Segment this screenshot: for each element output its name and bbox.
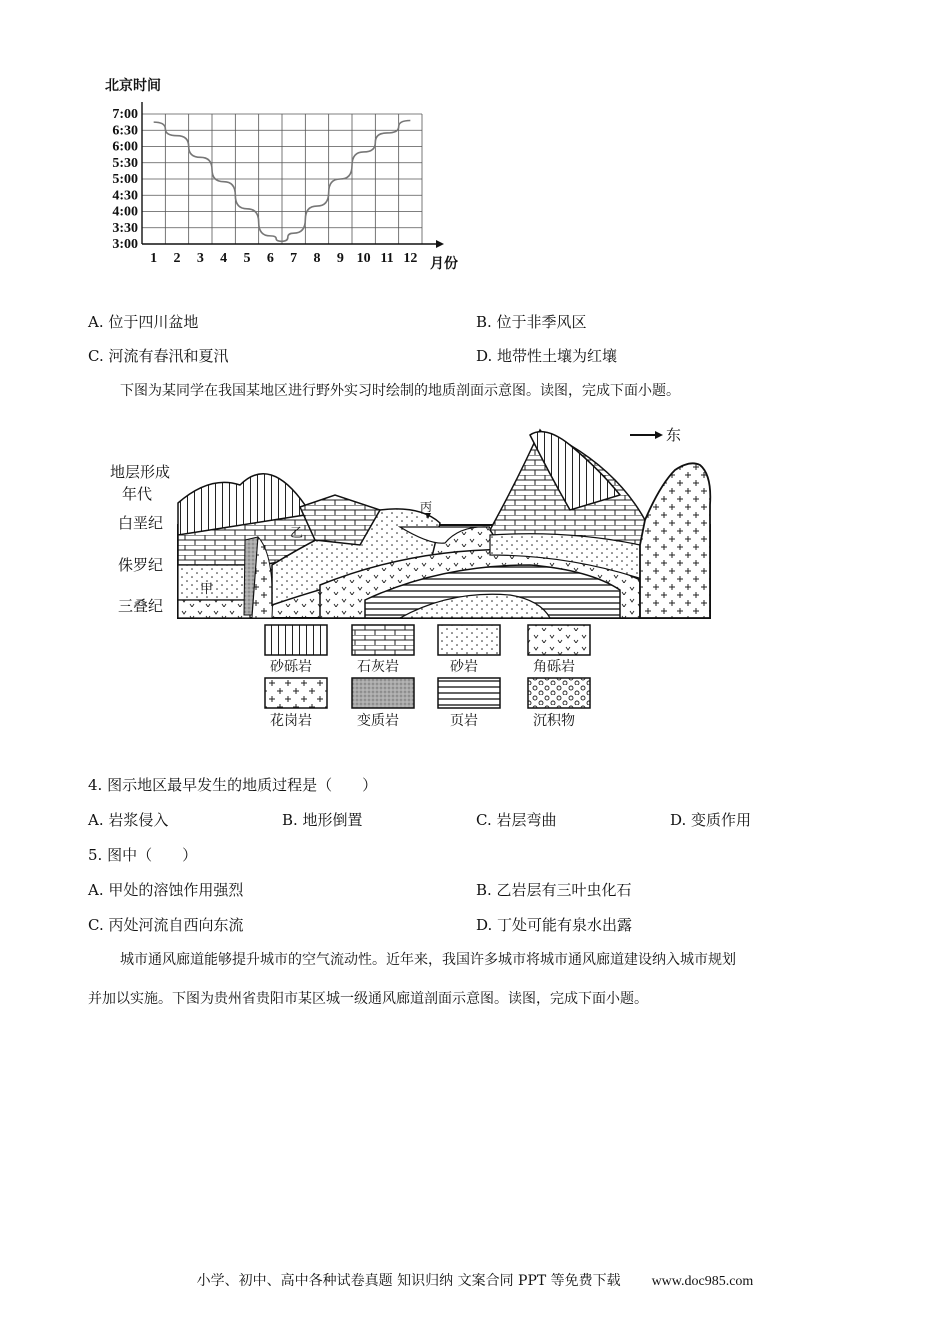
east-label: 东 [666, 426, 682, 444]
q5-option-c: C. 丙处河流自西向东流 [88, 916, 244, 934]
q5-option-d: D. 丁处可能有泉水出露 [476, 916, 633, 934]
bing-label: 丙 [420, 500, 433, 514]
legend-label: 石灰岩 [357, 659, 399, 675]
page-footer [0, 1270, 950, 1290]
age-cretaceous: 白垩纪 [118, 514, 164, 532]
y-tick-label: 5:00 [112, 172, 138, 187]
legend-label: 页岩 [450, 713, 478, 729]
x-tick-label: 8 [313, 251, 321, 266]
q5-option-b: B. 乙岩层有三叶虫化石 [476, 881, 632, 899]
q4-option-c: C. 岩层弯曲 [476, 811, 557, 829]
legend-label: 砂岩 [450, 659, 478, 675]
y-tick-label: 3:00 [112, 237, 138, 252]
y-tick-label: 6:30 [112, 123, 138, 139]
x-tick-label: 9 [336, 251, 344, 266]
footer-promo: 小学、初中、高中各种试卷真题 知识归纳 文案合同 PPT 等免费下载 [196, 1273, 621, 1289]
age-triassic: 三叠纪 [118, 597, 164, 615]
sunrise-time-chart [100, 72, 480, 282]
x-tick-label: 5 [243, 251, 251, 266]
x-tick-label: 3 [196, 251, 204, 266]
x-tick-label: 12 [403, 251, 418, 266]
jia-label: 甲 [200, 582, 214, 597]
q5-option-a: A. 甲处的溶蚀作用强烈 [88, 881, 244, 899]
q3-option-d: D. 地带性土壤为红壤 [476, 347, 618, 365]
y-tick-label: 3:30 [112, 220, 138, 236]
age-title-2: 年代 [122, 485, 153, 503]
x-tick-label: 4 [220, 251, 228, 266]
legend-label: 砂砾岩 [270, 659, 312, 675]
legend-label: 沉积物 [533, 713, 575, 729]
q4-stem: 4. 图示地区最早发生的地质过程是（ ） [88, 776, 378, 794]
legend-label: 角砾岩 [533, 659, 575, 675]
x-tick-label: 7 [290, 251, 298, 266]
q3-option-a: A. 位于四川盆地 [88, 313, 199, 331]
x-tick-label: 2 [173, 251, 181, 266]
left-sandstone-layer [178, 565, 250, 600]
q4-option-d: D. 变质作用 [670, 811, 752, 829]
x-tick-label: 6 [266, 251, 274, 266]
yi-label: 乙 [290, 526, 304, 541]
x-tick-label: 1 [150, 251, 158, 266]
legend-label: 花岗岩 [270, 713, 312, 729]
y-tick-label: 6:00 [112, 139, 138, 155]
y-tick-label: 4:30 [112, 188, 138, 204]
geo-intro: 下图为某同学在我国某地区进行野外实习时绘制的地质剖面示意图。读图，完成下面小题。 [120, 383, 680, 399]
right-granite-massif [640, 463, 710, 618]
wind-intro-line1: 城市通风廊道能够提升城市的空气流动性。近年来，我国许多城市将城市通风廊道建设纳入城市规划 [120, 952, 736, 968]
chart-y-tick-labels [112, 107, 138, 252]
q3-option-c: C. 河流有春汛和夏汛 [88, 347, 229, 365]
footer-url[interactable]: www.doc985.com [651, 1274, 754, 1289]
q4-option-b: B. 地形倒置 [282, 811, 363, 829]
x-tick-label: 10 [356, 251, 371, 266]
geologic-section-diagram [100, 415, 840, 755]
chart-x-tick-labels [150, 251, 417, 266]
y-tick-label: 5:30 [112, 155, 138, 171]
y-tick-label: 7:00 [112, 107, 138, 122]
wind-intro-line2: 并加以实施。下图为贵州省贵阳市某区城一级通风廊道剖面示意图。读图，完成下面小题。 [88, 991, 648, 1007]
chart-xlabel: 月份 [430, 257, 458, 272]
y-tick-label: 4:00 [112, 204, 138, 220]
legend-label: 变质岩 [357, 713, 399, 729]
x-axis-arrow [436, 240, 444, 248]
age-jurassic: 侏罗纪 [118, 556, 164, 574]
legend [265, 625, 590, 729]
q4-option-a: A. 岩浆侵入 [88, 811, 169, 829]
q3-option-b: B. 位于非季风区 [476, 313, 587, 331]
age-title: 地层形成 [110, 463, 171, 481]
q5-stem: 5. 图中（ ） [88, 846, 198, 864]
chart-ylabel: 北京时间 [105, 79, 161, 94]
x-tick-label: 11 [380, 251, 394, 266]
